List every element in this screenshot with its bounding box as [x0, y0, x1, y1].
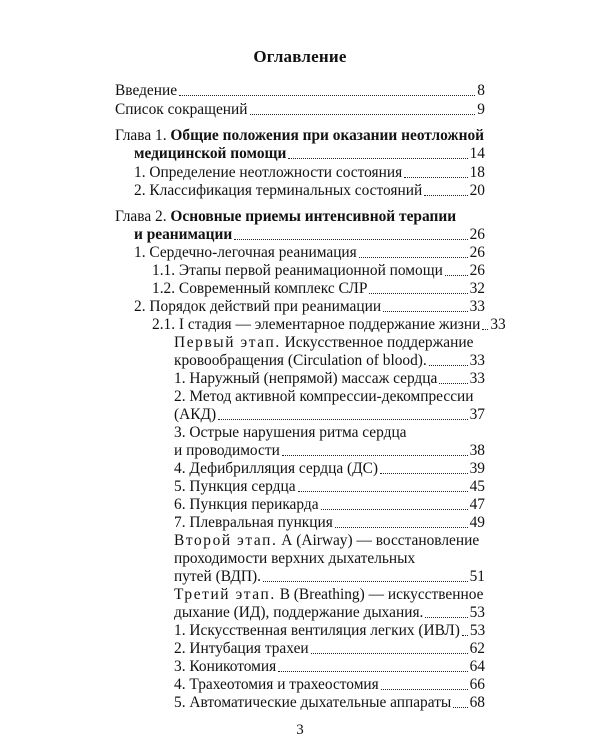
toc-entry-s1-1[interactable] [152, 262, 485, 280]
page-title: Оглавление [253, 47, 347, 66]
dot-leader [404, 177, 467, 178]
toc-entry-1[interactable] [134, 164, 485, 182]
toc-entry-i1[interactable] [174, 370, 485, 388]
toc-stage-2-line2[interactable] [174, 550, 485, 568]
dot-leader [425, 617, 467, 618]
toc-entry-i3[interactable] [174, 442, 485, 460]
chapter-label: Глава 2. [115, 208, 167, 225]
dot-leader [321, 509, 468, 510]
chapter-title: Общие положения при оказании неотложной [170, 127, 485, 144]
toc-page-number: 37 [469, 406, 485, 423]
toc-page-number: 47 [469, 496, 485, 513]
dot-leader [445, 275, 468, 276]
toc-stage-1-heading[interactable] [174, 334, 485, 352]
stage-label: Первый этап. [174, 334, 281, 351]
toc-entry-text: 2.1. I стадия — элементарное поддержание жизни [152, 316, 481, 333]
toc-entry-i7[interactable] [174, 514, 485, 532]
toc-page-number: 62 [469, 640, 485, 657]
stage-label: Третий этап. [174, 586, 276, 603]
dot-leader [179, 95, 475, 96]
toc-entry-text: 1. Сердечно-легочная реанимация [134, 244, 357, 261]
toc-entry-text: Список сокращений [115, 101, 248, 118]
toc-entry-j1[interactable] [174, 622, 485, 640]
toc-entry-text: 1.1. Этапы первой реанимационной помощи [152, 262, 443, 279]
dot-leader [234, 239, 467, 240]
toc-entry-text: 6. Пункция перикарда [174, 496, 319, 513]
chapter-label: Глава 1. [115, 127, 167, 144]
dot-leader [359, 257, 468, 258]
toc-stage-3[interactable] [174, 604, 485, 622]
toc-stage-3-heading[interactable] [174, 586, 485, 604]
toc-page-number: 26 [469, 226, 485, 243]
dot-leader [335, 527, 468, 528]
toc-entry-text: 2. Классификация терминальных состояний [134, 182, 423, 199]
toc-page-number: 45 [469, 478, 485, 495]
toc-entry-text: 4. Дефибрилляция сердца (ДС) [174, 460, 379, 477]
dot-leader [462, 635, 468, 636]
stage-title-cont: проходимости верхних дыхательных [174, 550, 416, 567]
toc-page-number: 66 [469, 676, 485, 693]
chapter-title-cont: и реанимации [134, 226, 233, 243]
toc-entry-j5[interactable] [174, 694, 485, 712]
toc-page-number: 8 [477, 82, 485, 99]
toc-stage-2[interactable] [174, 568, 485, 586]
toc-entry-text: 1. Определение неотложности состояния [134, 164, 403, 181]
toc-page-number: 33 [469, 298, 485, 315]
dot-leader [218, 419, 467, 420]
dot-leader [424, 195, 467, 196]
toc-entry-s1-2[interactable] [152, 280, 485, 298]
toc-chapter-1-heading[interactable] [115, 127, 485, 145]
toc-entry-s1[interactable] [134, 244, 485, 262]
toc-entry-text-cont: (АКД) [174, 406, 217, 423]
toc-entry-i4[interactable] [174, 460, 485, 478]
toc-entry-i5[interactable] [174, 478, 485, 496]
dot-leader [482, 329, 488, 330]
toc-chapter-1[interactable] [134, 145, 485, 163]
toc-entry-text: 4. Трахеотомия и трахеостомия [174, 676, 379, 693]
toc-page-number: 14 [469, 145, 485, 162]
chapter-title: Основные приемы интенсивной терапии [170, 208, 457, 225]
toc-entry-i6[interactable] [174, 496, 485, 514]
dot-leader [380, 473, 468, 474]
toc-entry-text: 3. Острые нарушения ритма сердца [174, 424, 407, 441]
toc-entry-text: 1. Искусственная вентиляция легких (ИВЛ) [174, 622, 460, 639]
toc-entry-text: Введение [115, 82, 178, 99]
stage-label: Второй этап. [174, 532, 278, 549]
toc-page-number: 68 [469, 694, 485, 711]
dot-leader [369, 293, 467, 294]
toc-page-number: 32 [469, 280, 485, 297]
toc-entry-s2[interactable] [134, 298, 485, 316]
toc-entry-i2[interactable] [174, 406, 485, 424]
dot-leader [311, 653, 468, 654]
toc-entry-text: 2. Интубация трахеи [174, 640, 309, 657]
dot-leader [439, 383, 467, 384]
toc-entry-text: 3. Коникотомия [174, 658, 277, 675]
toc-page-number: 20 [469, 182, 485, 199]
toc-entry-j3[interactable] [174, 658, 485, 676]
toc-entry-text-cont: и проводимости [174, 442, 280, 459]
toc-entry-intro[interactable] [115, 82, 485, 100]
toc-page-number: 26 [469, 262, 485, 279]
toc-page-number: 33 [490, 316, 506, 333]
toc-entry-i2-heading[interactable] [174, 388, 485, 406]
stage-title-cont: путей (ВДП). [174, 568, 261, 585]
toc-page-number: 18 [469, 164, 485, 181]
dot-leader [383, 311, 468, 312]
toc-entry-text: 5. Автоматические дыхательные аппараты [174, 694, 452, 711]
toc-page-number: 53 [469, 604, 485, 621]
stage-title-cont: дыхание (ИД), поддержание дыхания. [174, 604, 424, 621]
dot-leader [381, 689, 468, 690]
toc-page-number: 64 [469, 658, 485, 675]
toc-entry-text: 7. Плевральная пункция [174, 514, 333, 531]
toc-entry-text: 2. Метод активной компрессии-декомпрессии [174, 388, 474, 405]
toc-entry-2[interactable] [134, 182, 485, 200]
toc-page-number: 51 [469, 568, 485, 585]
dot-leader [250, 114, 476, 115]
toc-entry-text: 5. Пункция сердца [174, 478, 296, 495]
toc-entry-text: 2. Порядок действий при реанимации [134, 298, 382, 315]
toc-page-number: 49 [469, 514, 485, 531]
toc-page-number: 33 [469, 352, 485, 369]
stage-title: Искусственное поддержание [284, 334, 474, 351]
toc-entry-i3-heading[interactable] [174, 424, 485, 442]
toc-stage-2-heading[interactable] [174, 532, 485, 550]
toc-entry-s2-1[interactable] [152, 316, 506, 334]
toc-entry-j4[interactable] [174, 676, 485, 694]
dot-leader [453, 707, 467, 708]
dot-leader [298, 491, 468, 492]
dot-leader [263, 581, 468, 582]
toc-page-number: 38 [469, 442, 485, 459]
toc-entry-text: 1. Наружный (непрямой) массаж сердца [174, 370, 438, 387]
toc-page-number: 26 [469, 244, 485, 261]
toc-chapter-2-heading[interactable] [115, 208, 485, 226]
stage-title: А (Airway) — восстановление [281, 532, 480, 549]
dot-leader [429, 365, 468, 366]
toc-page-number: 53 [469, 622, 486, 639]
toc-entry-abbreviations[interactable] [115, 101, 485, 119]
chapter-title-cont: медицинской помощи [134, 145, 287, 162]
dot-leader [288, 158, 467, 159]
stage-title-cont: кровообращения (Circulation of blood). [174, 352, 427, 369]
page-number: 3 [296, 722, 304, 738]
toc-entry-text: 1.2. Современный комплекс СЛР [152, 280, 368, 297]
toc-entry-j2[interactable] [174, 640, 485, 658]
toc-stage-1[interactable] [174, 352, 485, 370]
toc-page-number: 9 [477, 101, 485, 118]
toc-page-number: 39 [469, 460, 485, 477]
dot-leader [278, 671, 467, 672]
toc-page-number: 33 [469, 370, 485, 387]
toc-chapter-2[interactable] [134, 226, 485, 244]
dot-leader [282, 455, 468, 456]
stage-title: В (Breathing) — искусственное [279, 586, 484, 603]
